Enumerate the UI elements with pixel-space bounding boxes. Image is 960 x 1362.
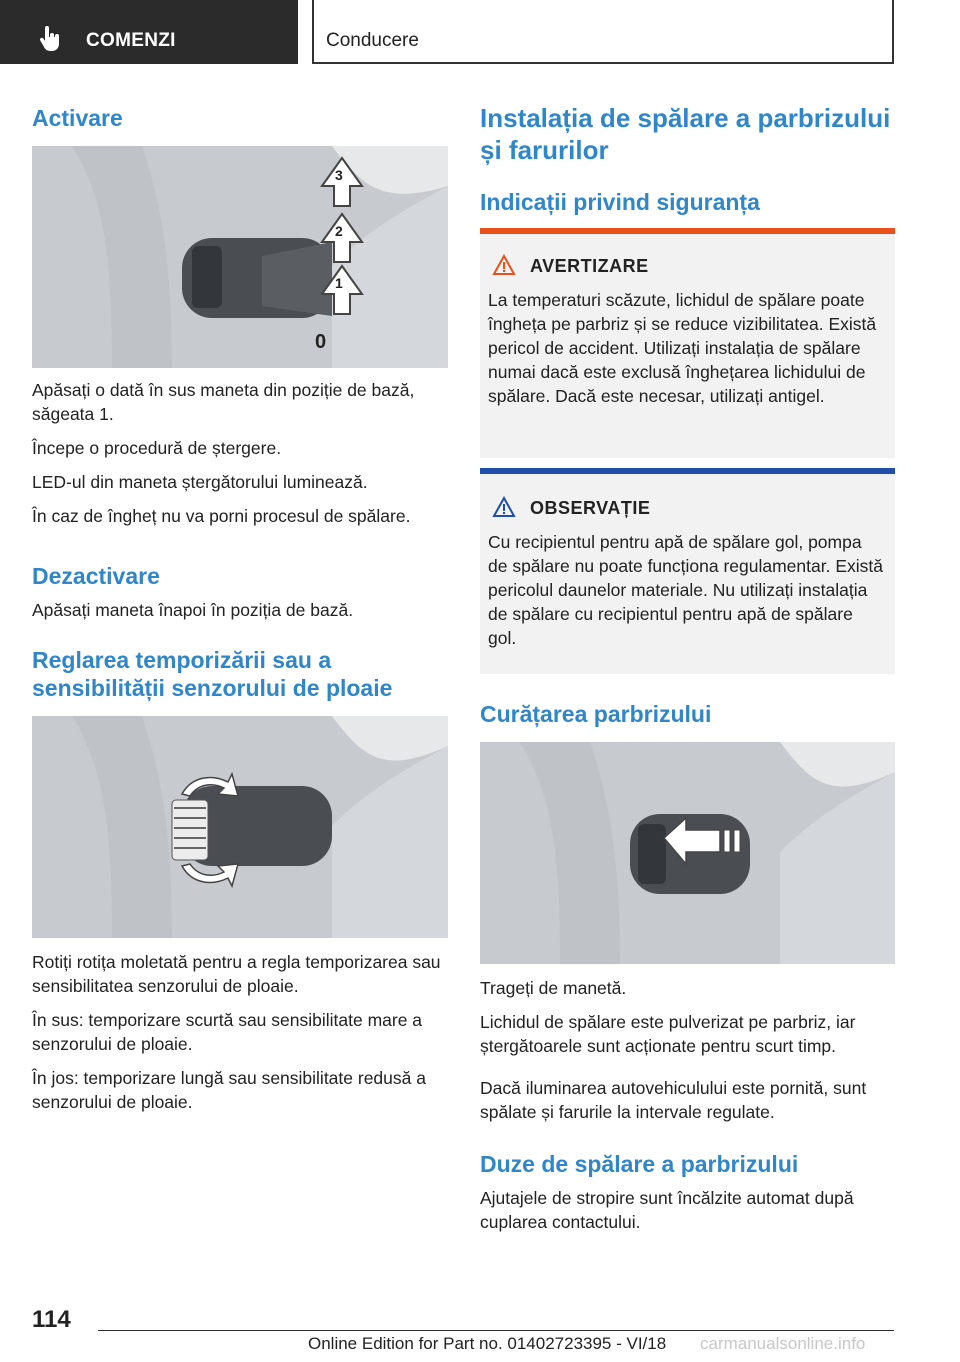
thumbwheel-illustration xyxy=(32,716,448,938)
notice-box xyxy=(480,468,895,674)
section-tab xyxy=(0,0,298,64)
lever-activation-illustration xyxy=(32,146,448,368)
paragraph: Trageți de manetă. xyxy=(480,978,627,998)
paragraph: În sus: temporizare scurtă sau sensibilitate mare a senzorului de ploaie. xyxy=(32,1010,423,1054)
paragraph: Începe o procedură de ștergere. xyxy=(32,438,282,458)
safety-heading: Indicații privind siguranța xyxy=(480,189,760,215)
paragraph: Apăsați o dată în sus maneta din poziție de bază, săgeata 1. xyxy=(32,380,415,424)
footer-divider xyxy=(98,1330,894,1331)
lever-pull-illustration xyxy=(480,742,895,964)
notice-triangle-icon xyxy=(492,496,516,518)
warning-text: La temperaturi scăzute, lichidul de spălare poate îngheța pe parbriz și se reduce vizibilitatea. Există pericol de accident. Utilizați instalația de spălare numai dacă este exclusă înghețarea lichidului de spălare. Dacă este necesar, utilizați antigel. xyxy=(488,290,877,406)
arrow-label: 1 xyxy=(335,275,343,291)
hand-pointer-icon xyxy=(40,26,62,52)
paragraph: Ajutajele de stropire sunt încălzite automat după cuplarea contactului. xyxy=(480,1188,854,1232)
paragraph: Dacă iluminarea autovehiculului este pornită, sunt spălate și farurile la intervale regulate. xyxy=(480,1078,867,1122)
page-number: 114 xyxy=(32,1306,71,1333)
dezactivare-heading: Dezactivare xyxy=(32,563,160,589)
reglare-heading: Reglarea temporizării sau a sensibilității senzorului de ploaie xyxy=(32,647,393,701)
warning-triangle-icon xyxy=(492,254,516,276)
warning-title: AVERTIZARE xyxy=(530,256,649,276)
figure-lever-pull xyxy=(480,742,895,964)
figure-lever-activation xyxy=(32,146,448,368)
chapter-title: Conducere xyxy=(326,30,419,51)
paragraph: În caz de îngheț nu va porni procesul de spălare. xyxy=(32,506,411,526)
watermark: carmanualsonline.info xyxy=(700,1334,866,1353)
notice-bar xyxy=(480,468,895,474)
notice-title: OBSERVAȚIE xyxy=(530,498,651,518)
arrow-label: 3 xyxy=(335,167,343,183)
paragraph: În jos: temporizare lungă sau sensibilitate redusă a senzorului de ploaie. xyxy=(32,1068,426,1112)
section-title: COMENZI xyxy=(86,30,176,51)
duze-heading: Duze de spălare a parbrizului xyxy=(480,1151,799,1177)
paragraph: Lichidul de spălare este pulverizat pe parbriz, iar ștergătoarele sunt acționate pentru scurt timp. xyxy=(480,1012,856,1056)
footer-edition: Online Edition for Part no. 01402723395 - VI/18 xyxy=(308,1334,667,1353)
chapter-tab xyxy=(312,0,894,64)
paragraph: Rotiți rotița moletată pentru a regla temporizarea sau sensibilitatea senzorului de ploaie. xyxy=(32,952,441,996)
arrow-label: 0 xyxy=(315,331,327,353)
paragraph: LED-ul din maneta ștergătorului luminează. xyxy=(32,472,368,492)
notice-text: Cu recipientul pentru apă de spălare gol, pompa de spălare nu poate funcționa regulamentar. Există pericolul daunelor materiale. Nu utilizați instalația de spălare cu recipientul pentru apă de spălare gol. xyxy=(488,532,883,648)
warning-box xyxy=(480,228,895,458)
main-heading: Instalația de spălare a parbrizului și farurilor xyxy=(480,103,891,165)
warning-bar xyxy=(480,228,895,234)
arrow-label: 2 xyxy=(335,223,343,239)
clean-heading: Curățarea parbrizului xyxy=(480,701,712,727)
figure-thumbwheel xyxy=(32,716,448,938)
paragraph: Apăsați maneta înapoi în poziția de bază. xyxy=(32,600,354,620)
activare-heading: Activare xyxy=(32,105,123,131)
